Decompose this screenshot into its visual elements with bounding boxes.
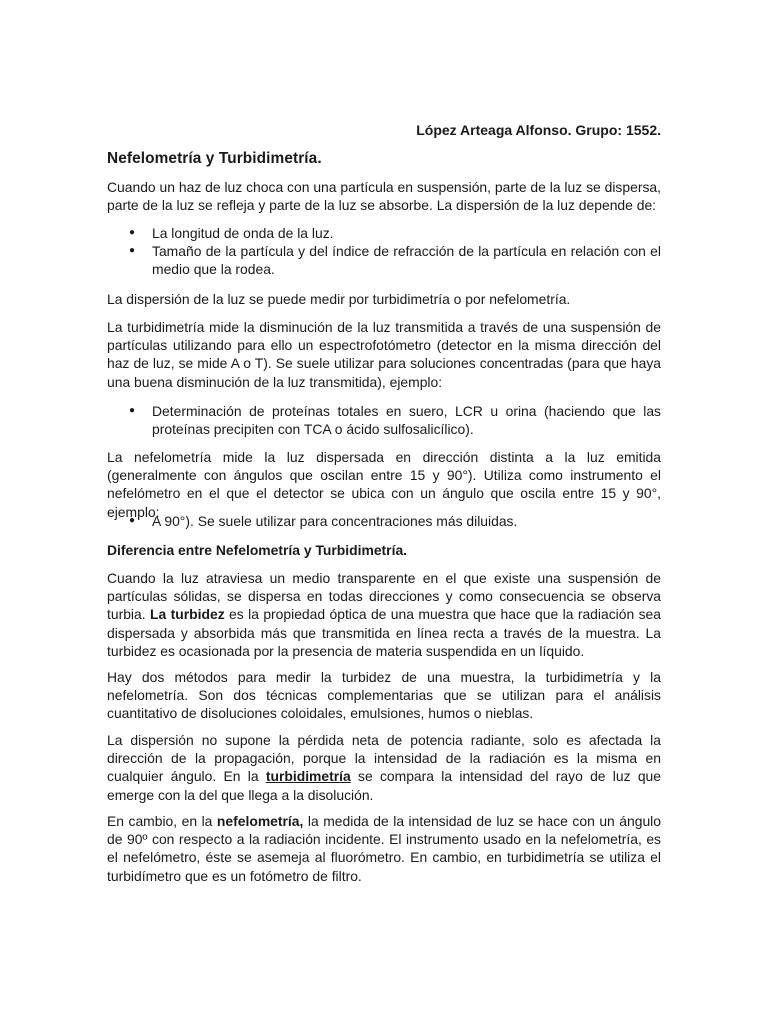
author-line: López Arteaga Alfonso. Grupo: 1552.: [416, 122, 661, 138]
paragraph-turbidimetry: La turbidimetría mide la disminución de la luz transmitida a través de una suspensión de partículas utilizando para ello un espectrofotómetro (detector en la misma dirección del haz de luz, se mide A o T). Se suele utilizar para soluciones concentradas (para que haya una buena disminución de la luz transmitida), ejemplo:: [107, 319, 661, 390]
paragraph-comparison: [107, 812, 661, 885]
paragraph-dispersion: [107, 731, 661, 804]
bullet-list-factors: [107, 224, 661, 279]
bullet-list-nephelometry-example: [107, 512, 661, 530]
paragraph-methods: Hay dos métodos para medir la turbidez de una muestra, la turbidimetría y la nefelometría. Son dos técnicas complementarias que se utilizan para el análisis cuantitativo de disoluciones coloidales, emulsiones, humos o nieblas.: [107, 669, 661, 722]
list-item: ● A 90°). Se suele utilizar para concentraciones más diluidas.: [107, 512, 661, 530]
term-turbidimetry: turbidimetría: [265, 768, 351, 785]
paragraph-text: la medida de la intensidad de luz se hace con un ángulo de 90º con respecto a la radiación incidente. El instrumento usado en la nefelometría, es el nefelómetro, éste se asemeja al fluorómetro. En cambio, en turbidimetría se utiliza el turbidímetro que es un fotómetro de filtro.: [107, 813, 661, 884]
term-nephelometry: nefelometría,: [216, 813, 304, 829]
section-subheading: Diferencia entre Nefelometría y Turbidimetría.: [107, 542, 408, 558]
list-item: ● La longitud de onda de la luz.: [107, 224, 661, 242]
paragraph-text: Cuando la luz atraviesa un medio transparente en el que existe una suspensión de partículas sólidas, se dispersa en todas direcciones y como consecuencia se observa turbia.: [107, 570, 661, 623]
paragraph-measure: La dispersión de la luz se puede medir por turbidimetría o por nefelometría.: [107, 291, 571, 307]
paragraph-text: En cambio, en la: [107, 813, 217, 829]
paragraph-text: es la propiedad óptica de una muestra que hace que la radiación sea dispersada y absorbida más que transmitida en línea recta a través de la muestra. La turbidez es ocasionada por la presencia de materia suspendida en un líquido.: [107, 606, 661, 659]
list-item: ● Tamaño de la partícula y del índice de refracción de la partícula en relación con el medio que la rodea.: [107, 242, 661, 278]
page-title: Nefelometría y Turbidimetría.: [107, 150, 322, 167]
paragraph-intro: Cuando un haz de luz choca con una partícula en suspensión, parte de la luz se dispersa, parte de la luz se refleja y parte de la luz se absorbe. La dispersión de la luz depende de:: [107, 179, 661, 214]
paragraph-nephelometry: La nefelometría mide la luz dispersada en dirección distinta a la luz emitida (generalmente con ángulos que oscilan entre 15 y 90°). Utiliza como instrumento el nefelómetro en el que el detector se ubica con un ángulo que oscila entre 15 y 90°, ejemplo:: [107, 449, 661, 520]
term-turbidity: La turbidez: [150, 606, 225, 623]
paragraph-text: La dispersión no supone la pérdida neta de potencia radiante, solo es afectada la dirección de la propagación, porque la intensidad de la radiación es la misma en cualquier ángulo. En la: [107, 732, 661, 785]
paragraph-text: se compara la intensidad del rayo de luz que emerge con la del que llega a la disolución.: [107, 768, 661, 803]
list-item: ● Determinación de proteínas totales en suero, LCR u orina (haciendo que las proteínas precipiten con TCA o ácido sulfosalicílico).: [107, 402, 661, 438]
bullet-list-turbidimetry-example: [107, 402, 661, 438]
paragraph-turbidity: [107, 569, 661, 660]
